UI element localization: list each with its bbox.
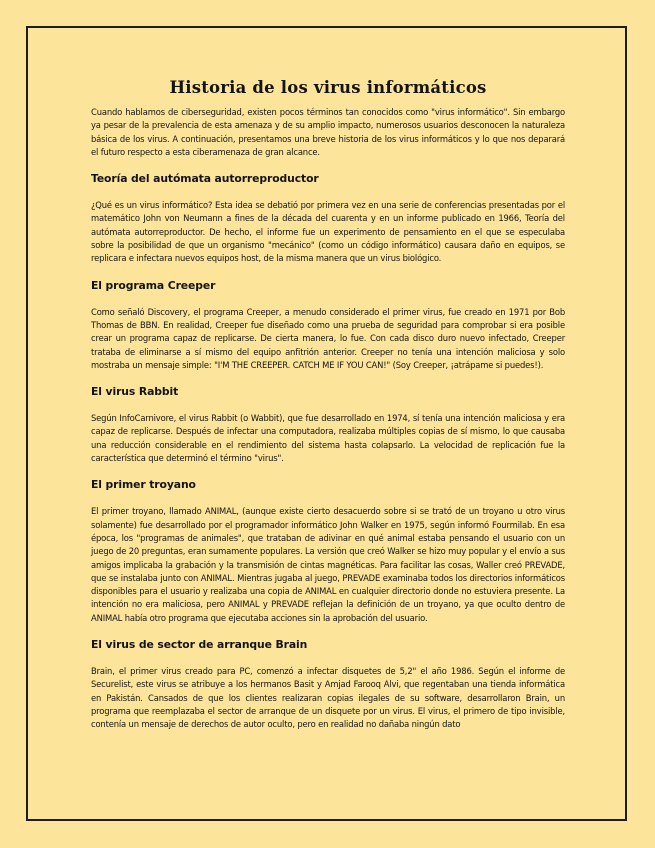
section-heading-automata: Teoría del autómata autorreproductor [91,172,319,186]
intro-paragraph: Cuando hablamos de ciberseguridad, existen pocos términos tan conocidos como "virus informático". Sin embargo ya pesar de la prevalencia de esta amenaza y de su amplio impacto, numerosos usuarios desconocen la naturaleza básica de los virus. A continuación, presentamos una breve historia de los virus informáticos y lo que nos deparará el futuro respecto a esta ciberamenaza de gran alcance. [91,107,565,157]
section-body-rabbit: Según InfoCarnivore, el virus Rabbit (o Wabbit), que fue desarrollado en 1974, sí tenía una intención maliciosa y era capaz de replicarse. Después de infectar una computadora, realizaba múltiples copias de sí mismo, lo que causaba una reducción considerable en el rendimiento del sistema hasta colapsarlo. La velocidad de replicación fue la característica que determinó el término "virus". [91,413,565,464]
section-heading-creeper: El programa Creeper [91,278,216,292]
section-body-brain: Brain, el primer virus creado para PC, comenzó a infectar disquetes de 5,2" el año 1986. Según el informe de Securelist, este virus se atribuye a los hermanos Basit y Amjad Farooq Alvi, que regentaban una tienda informática en Pakistán. Cansados de que los clientes realizaran copias ilegales de su software, desarrollaron Brain, un programa que reemplazaba el sector de arranque de un disquete por un virus. El virus, el primero de tipo invisible, contenía un mensaje de derechos de autor oculto, pero en realidad no dañaba ningún dato [91,666,565,730]
section-body-automata: ¿Qué es un virus informático? Esta idea se debatió por primera vez en una serie de conferencias presentadas por el matemático John von Neumann a fines de la década del cuarenta y en un informe publicado en 1966, Teoría del autómata autorreproductor. De hecho, el informe fue un experimento de pensamiento en el que se especulaba sobre la posibilidad de que un organismo "mecánico" (como un código informático) causara daño en equipos, se replicara e infectara nuevos equipos host, de la misma manera que un virus biológico. [91,200,565,264]
section-heading-trojan: El primer troyano [91,478,196,492]
section-heading-rabbit: El virus Rabbit [91,385,179,399]
section-heading-brain: El virus de sector de arranque Brain [91,638,308,652]
section-body-creeper: Como señaló Discovery, el programa Creeper, a menudo considerado el primer virus, fue creado en 1971 por Bob Thomas de BBN. En realidad, Creeper fue diseñado como una prueba de seguridad para comprobar si era posible crear un programa capaz de replicarse. De cierta manera, lo fue. Con cada disco duro nuevo infectado, Creeper trataba de eliminarse a sí mismo del equipo anfitrión anterior. Creeper no tenía una intención maliciosa y solo mostraba un mensaje simple: "I'M THE CREEPER. CATCH ME IF YOU CAN!" (Soy Creeper, ¡atrápame si puedes!). [91,306,565,370]
page-title: Historia de los virus informáticos [169,78,487,97]
document-body [91,78,565,732]
section-body-trojan: El primer troyano, llamado ANIMAL, (aunque existe cierto desacuerdo sobre si se trató de un troyano u otro virus solamente) fue desarrollado por el programador informático John Walker en 1975, según informó Fourmilab. En esa época, los "programas de animales", que trataban de adivinar en qué animal estaba pensando el usuario con un juego de 20 preguntas, eran sumamente populares. La versión que creó Walker se hizo muy popular y el envío a sus amigos implicaba la grabación y la transmisión de cintas magnéticas. Para facilitar las cosas, Waller creó PREVADE, que se instalaba junto con ANIMAL. Mientras jugaba al juego, PREVADE examinaba todos los directorios informáticos disponibles para el usuario y realizaba una copia de ANIMAL en cualquier directorio donde no estuviera presente. La intención no era maliciosa, pero ANIMAL y PREVADE reflejan la definición de un troyano, ya que oculto dentro de ANIMAL había otro programa que ejecutaba acciones sin la aprobación del usuario. [91,506,565,623]
